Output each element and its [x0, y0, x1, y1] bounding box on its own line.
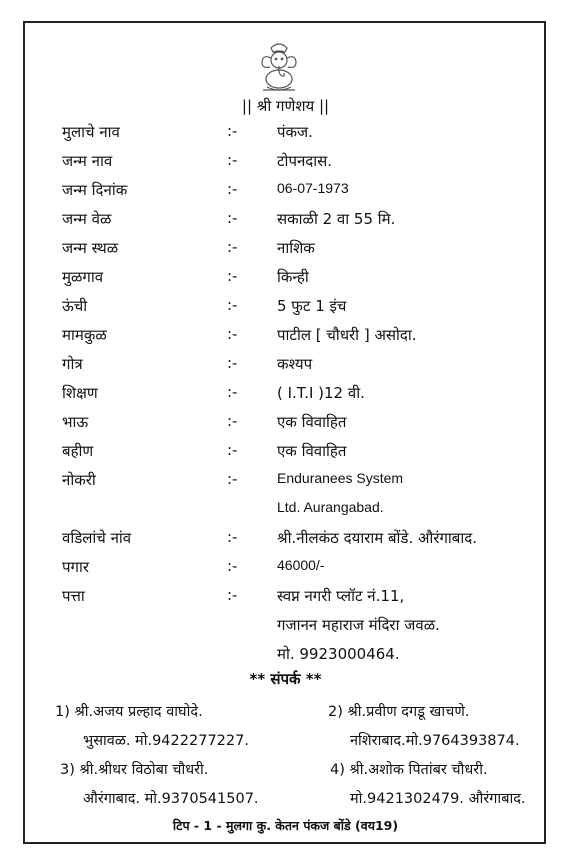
detail-row — [0, 528, 571, 554]
detail-label: जन्म वेळ — [62, 210, 112, 228]
ganesha-icon — [257, 38, 301, 94]
detail-separator: :- — [227, 267, 238, 285]
contacts-title: ** संपर्क ** — [249, 670, 322, 688]
detail-value: पाटील [ चौधरी ] असोदा. — [277, 326, 417, 344]
detail-label: शिक्षण — [62, 384, 98, 402]
invocation-heading: || श्री गणेशय || — [241, 97, 330, 115]
contact-4-name: 4) श्री.अशोक पितांबर चौधरी. — [330, 762, 488, 778]
detail-value: श्री.नीलकंठ दयाराम बोंडे. औरंगाबाद. — [277, 529, 477, 547]
detail-separator: :- — [227, 180, 238, 198]
detail-value-continuation: Ltd. Aurangabad. — [277, 499, 384, 515]
contact-4-detail: मो.9421302479. औरंगाबाद. — [350, 791, 526, 807]
detail-value: ( I.T.I )12 वी. — [277, 384, 365, 402]
detail-row — [0, 267, 571, 293]
detail-value: कश्यप — [277, 355, 313, 373]
detail-value-continuation: मो. 9923000464. — [277, 645, 400, 663]
detail-separator: :- — [227, 122, 238, 140]
detail-label: मुलाचे नाव — [62, 123, 120, 141]
detail-row — [0, 122, 571, 148]
detail-separator: :- — [227, 354, 238, 372]
detail-row — [0, 151, 571, 177]
detail-row — [0, 441, 571, 467]
detail-label: जन्म दिनांक — [62, 181, 128, 199]
detail-value: किन्ही — [277, 268, 309, 286]
detail-row — [0, 209, 571, 235]
detail-row — [0, 180, 571, 206]
detail-separator: :- — [227, 557, 238, 575]
detail-label: वडिलांचे नांव — [62, 529, 132, 547]
contact-1-detail: भुसावळ. मो.9422277227. — [83, 733, 249, 749]
detail-row — [0, 470, 571, 496]
detail-row — [0, 557, 571, 583]
detail-value: 06-07-1973 — [277, 180, 349, 196]
detail-value: एक विवाहित — [277, 413, 347, 431]
detail-label: जन्म नाव — [62, 152, 113, 170]
footer-tip: टिप - 1 - मुलगा कु. केतन पंकज बोंडे (वय19) — [172, 818, 399, 833]
detail-label: गोत्र — [62, 355, 83, 373]
detail-label: पगार — [62, 558, 89, 576]
detail-row — [0, 412, 571, 438]
detail-separator: :- — [227, 209, 238, 227]
detail-row — [0, 354, 571, 380]
detail-row — [0, 238, 571, 264]
detail-value: पंकज. — [277, 123, 313, 141]
detail-value: टोपनदास. — [277, 152, 333, 170]
detail-separator: :- — [227, 412, 238, 430]
detail-separator: :- — [227, 528, 238, 546]
detail-value: स्वप्न नगरी प्लॉट नं.11, — [277, 587, 405, 605]
detail-separator: :- — [227, 470, 238, 488]
detail-separator: :- — [227, 151, 238, 169]
detail-label: भाऊ — [62, 413, 89, 431]
detail-separator: :- — [227, 238, 238, 256]
detail-separator: :- — [227, 383, 238, 401]
contact-3-detail: औरंगाबाद. मो.9370541507. — [83, 791, 259, 807]
detail-separator: :- — [227, 441, 238, 459]
detail-separator: :- — [227, 586, 238, 604]
detail-value: नाशिक — [277, 239, 315, 257]
detail-label: बहीण — [62, 442, 94, 460]
contact-2-detail: नशिराबाद.मो.9764393874. — [350, 733, 520, 749]
detail-value: सकाळी 2 वा 55 मि. — [277, 210, 396, 228]
contact-3-name: 3) श्री.श्रीधर विठोबा चौधरी. — [60, 762, 209, 778]
detail-row — [0, 325, 571, 351]
detail-label: जन्म स्थळ — [62, 239, 119, 257]
detail-label: मामकुळ — [62, 326, 107, 344]
detail-value: Enduranees System — [277, 470, 404, 486]
detail-separator: :- — [227, 325, 238, 343]
detail-value-continuation: गजानन महाराज मंदिरा जवळ. — [277, 616, 440, 634]
detail-value: 46000/- — [277, 557, 325, 573]
detail-separator: :- — [227, 296, 238, 314]
detail-label: मुळगाव — [62, 268, 104, 286]
detail-row — [0, 383, 571, 409]
detail-row — [0, 296, 571, 322]
detail-value: 5 फुट 1 इंच — [277, 297, 347, 315]
detail-label: पत्ता — [62, 587, 85, 605]
contact-1-name: 1) श्री.अजय प्रल्हाद वाघोदे. — [55, 704, 203, 720]
detail-label: नोकरी — [62, 471, 96, 489]
detail-row — [0, 586, 571, 612]
detail-label: ऊंची — [62, 297, 88, 315]
contact-2-name: 2) श्री.प्रवीण दगडू खाचणे. — [328, 704, 470, 720]
detail-value: एक विवाहित — [277, 442, 347, 460]
